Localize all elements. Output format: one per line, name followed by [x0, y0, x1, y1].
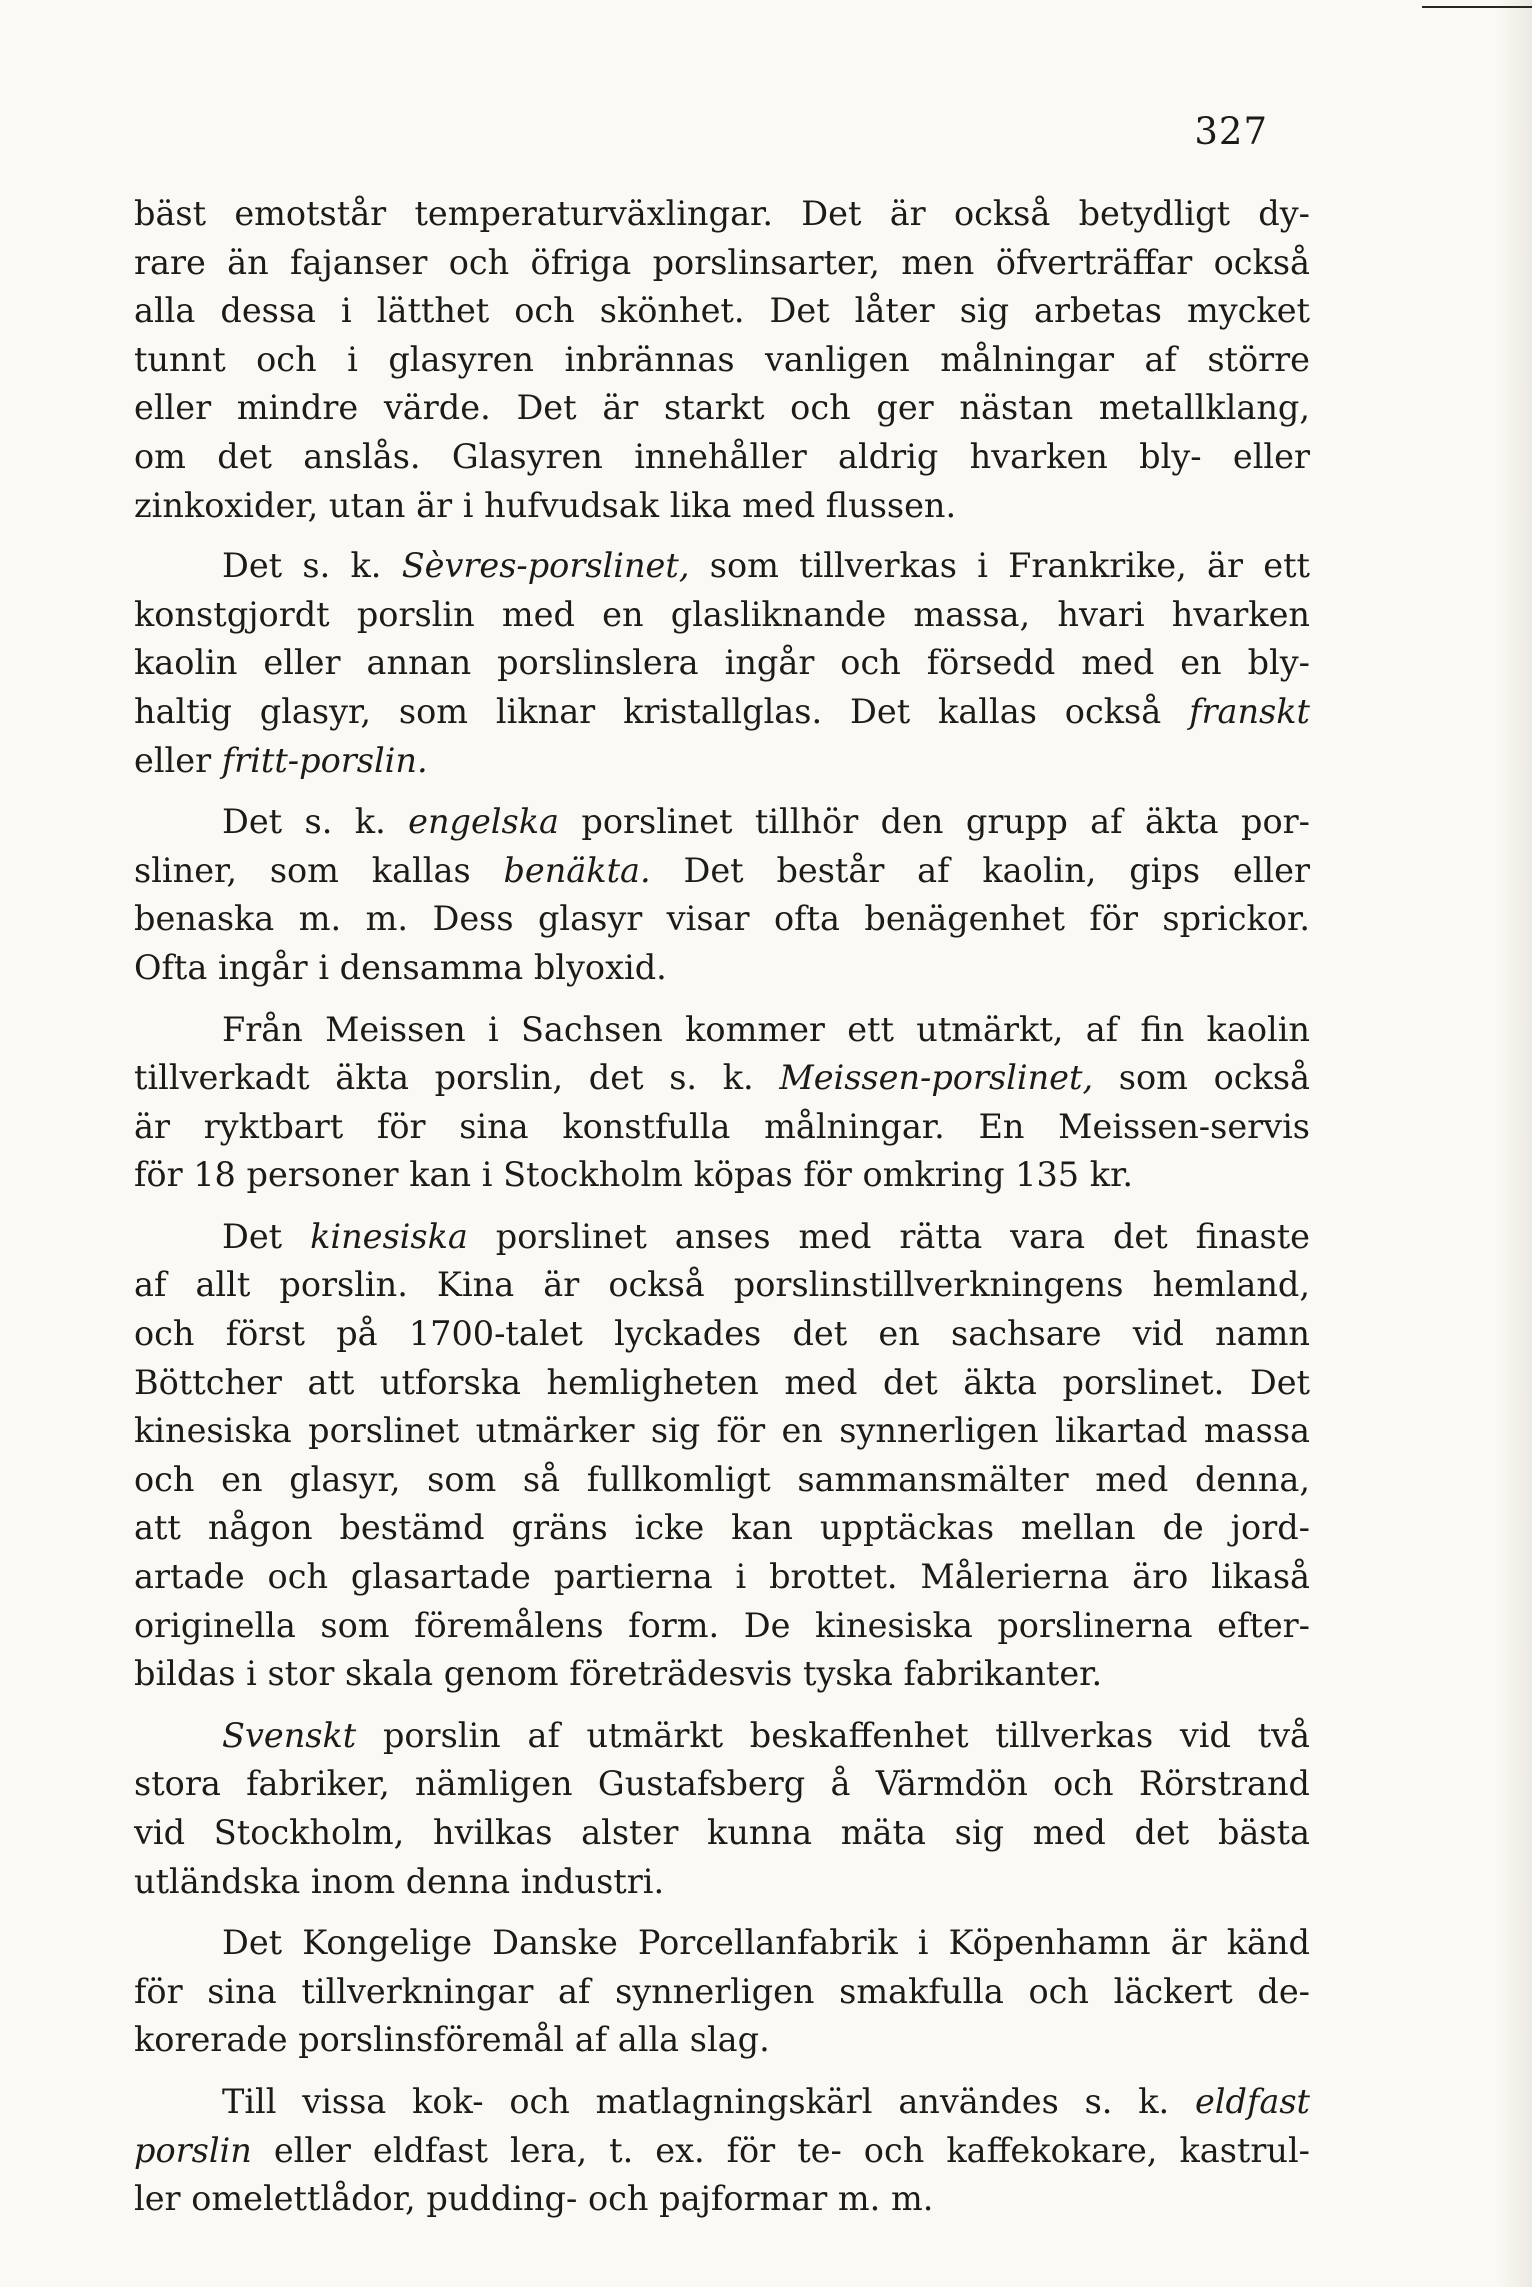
- text-run: Det s. k.: [222, 546, 402, 586]
- text-run: utländska inom denna industri.: [134, 1861, 665, 1901]
- page-edge-shadow: [1496, 0, 1532, 2287]
- text-run: Det s. k.: [222, 802, 409, 842]
- text-line: [134, 2127, 1310, 2176]
- paragraph: [134, 1213, 1310, 1699]
- body-text: [134, 190, 1310, 2224]
- text-run: benaska m. m. Dess glasyr visar ofta benägenhet för sprickor.: [134, 899, 1310, 939]
- text-line: [134, 2175, 1310, 2224]
- text-line: eller mindre värde. Det är starkt och ger nästan metallklang,: [134, 388, 1310, 428]
- text-line: [134, 1456, 1310, 1505]
- text-run: Det Kongelige Danske Porcellanfabrik i Köpenhamn är känd: [222, 1923, 1310, 1963]
- paragraph: [134, 1006, 1310, 1200]
- italic-term: franskt: [1189, 691, 1310, 731]
- text-line: [134, 1103, 1310, 1152]
- text-line: alla dessa i lätthet och skönhet. Det låter sig arbetas mycket: [134, 291, 1310, 331]
- text-run: och först på 1700-talet lyckades det en sachsare vid namn: [134, 1314, 1310, 1354]
- text-line: [134, 1359, 1310, 1408]
- text-run: som också: [1093, 1058, 1310, 1098]
- text-line: [134, 1151, 1310, 1200]
- text-run: att någon bestämd gräns icke kan upptäckas mellan de jord-: [134, 1508, 1310, 1548]
- text-line: [134, 542, 1310, 591]
- text-run: kaolin eller annan porslinslera ingår och försedd med en bly-: [134, 643, 1310, 683]
- text-run: Från Meissen i Sachsen kommer ett utmärkt, af fin kaolin: [222, 1009, 1310, 1049]
- text-line: [134, 1712, 1310, 1761]
- paragraph: [134, 1712, 1310, 1906]
- text-run: och en glasyr, som så fullkomligt sammansmälter med denna,: [134, 1459, 1310, 1499]
- text-run: konstgjordt porslin med en glasliknande massa, hvari hvarken: [134, 594, 1310, 634]
- italic-term: fritt-porslin.: [221, 740, 428, 780]
- text-line: [134, 895, 1310, 944]
- italic-term: porslin: [134, 2130, 252, 2170]
- text-run: tillverkadt äkta porslin, det s. k.: [134, 1058, 780, 1098]
- text-line: [134, 1650, 1310, 1699]
- text-run: Ofta ingår i densamma blyoxid.: [134, 947, 667, 987]
- italic-term: Svenskt: [222, 1715, 357, 1755]
- text-line: [134, 737, 1310, 786]
- paragraph: [134, 190, 1310, 530]
- text-line: rare än fajanser och öfriga porslinsarter, men öfverträffar också: [134, 242, 1310, 282]
- text-line: [134, 1760, 1310, 1809]
- text-run: af allt porslin. Kina är också porslinstillverkningens hemland,: [134, 1265, 1310, 1305]
- text-run: för 18 personer kan i Stockholm köpas för omkring 135 kr.: [134, 1155, 1134, 1195]
- text-line: [134, 1809, 1310, 1858]
- text-run: stora fabriker, nämligen Gustafsberg å Värmdön och Rörstrand: [134, 1764, 1310, 1804]
- text-run: eller: [134, 740, 222, 780]
- italic-term: engelska: [408, 802, 559, 842]
- text-line: [134, 1919, 1310, 1968]
- paragraph: [134, 1919, 1310, 2065]
- page-number: 327: [1194, 110, 1268, 153]
- text-run: originella som föremålens form. De kinesiska porslinerna efter-: [134, 1605, 1310, 1645]
- text-line: [134, 1054, 1310, 1103]
- text-line: [134, 1310, 1310, 1359]
- text-run: korerade porslinsföremål af alla slag.: [134, 2020, 770, 2060]
- text-line: [134, 639, 1310, 688]
- text-run: Det består af kaolin, gips eller: [650, 850, 1310, 890]
- text-run: för sina tillverkningar af synnerligen smakfulla och läckert de-: [134, 1971, 1310, 2011]
- text-run: ler omelettlådor, pudding- och pajformar m. m.: [134, 2179, 934, 2219]
- text-line: [134, 591, 1310, 640]
- text-run: haltig glasyr, som liknar kristallglas. Det kallas också: [134, 691, 1190, 731]
- text-line: [134, 1504, 1310, 1553]
- italic-term: kinesiska: [310, 1216, 468, 1256]
- text-run: porslin af utmärkt beskaffenhet tillverkas vid två: [356, 1715, 1310, 1755]
- text-line: [134, 1006, 1310, 1055]
- text-run: Det: [222, 1216, 311, 1256]
- text-line: [134, 1261, 1310, 1310]
- text-line: om det anslås. Glasyren innehåller aldrig hvarken bly- eller: [134, 436, 1310, 476]
- text-line: [134, 2016, 1310, 2065]
- text-line: [134, 688, 1310, 737]
- text-run: sliner, som kallas: [134, 850, 504, 890]
- italic-term: Sèvres-porslinet,: [401, 546, 690, 586]
- text-line: [134, 1858, 1310, 1907]
- paragraph: [134, 798, 1310, 992]
- text-run: Böttcher att utforska hemligheten med det äkta porslinet. Det: [134, 1362, 1310, 1402]
- paragraph: [134, 2078, 1310, 2224]
- text-run: porslinet anses med rätta vara det finaste: [467, 1216, 1310, 1256]
- text-line: [134, 944, 1310, 993]
- text-line: [134, 1553, 1310, 1602]
- text-line: bäst emotstår temperaturväxlingar. Det är också betydligt dy-: [134, 194, 1310, 233]
- italic-term: Meissen-porslinet,: [779, 1058, 1094, 1098]
- text-run: Till vissa kok- och matlagningskärl användes s. k.: [222, 2081, 1195, 2121]
- text-line: [134, 1213, 1310, 1262]
- text-run: artade och glasartade partierna i brottet. Målerierna äro likaså: [134, 1557, 1310, 1597]
- italic-term: benäkta.: [503, 850, 651, 890]
- text-run: bildas i stor skala genom företrädesvis tyska fabrikanter.: [134, 1654, 1103, 1694]
- text-line: zinkoxider, utan är i hufvudsak lika med flussen.: [134, 485, 957, 525]
- text-run: eller eldfast lera, t. ex. för te- och kaffekokare, kastrul-: [251, 2130, 1310, 2170]
- text-run: är ryktbart för sina konstfulla målningar. En Meissen-servis: [134, 1106, 1310, 1146]
- text-line: [134, 1602, 1310, 1651]
- text-line: [134, 1968, 1310, 2017]
- text-run: vid Stockholm, hvilkas alster kunna mäta sig med det bästa: [134, 1813, 1310, 1852]
- text-line: [134, 847, 1310, 896]
- text-line: [134, 1407, 1310, 1456]
- paragraph: [134, 542, 1310, 785]
- text-line: [134, 2078, 1310, 2127]
- text-line: tunnt och i glasyren inbrännas vanligen målningar af större: [134, 339, 1310, 379]
- text-line: [134, 798, 1310, 847]
- italic-term: eldfast: [1194, 2081, 1310, 2121]
- text-run: som tillverkas i Frankrike, är ett: [689, 546, 1310, 586]
- text-run: kinesiska porslinet utmärker sig för en synnerligen likartad massa: [134, 1411, 1310, 1451]
- text-run: porslinet tillhör den grupp af äkta por-: [558, 802, 1310, 842]
